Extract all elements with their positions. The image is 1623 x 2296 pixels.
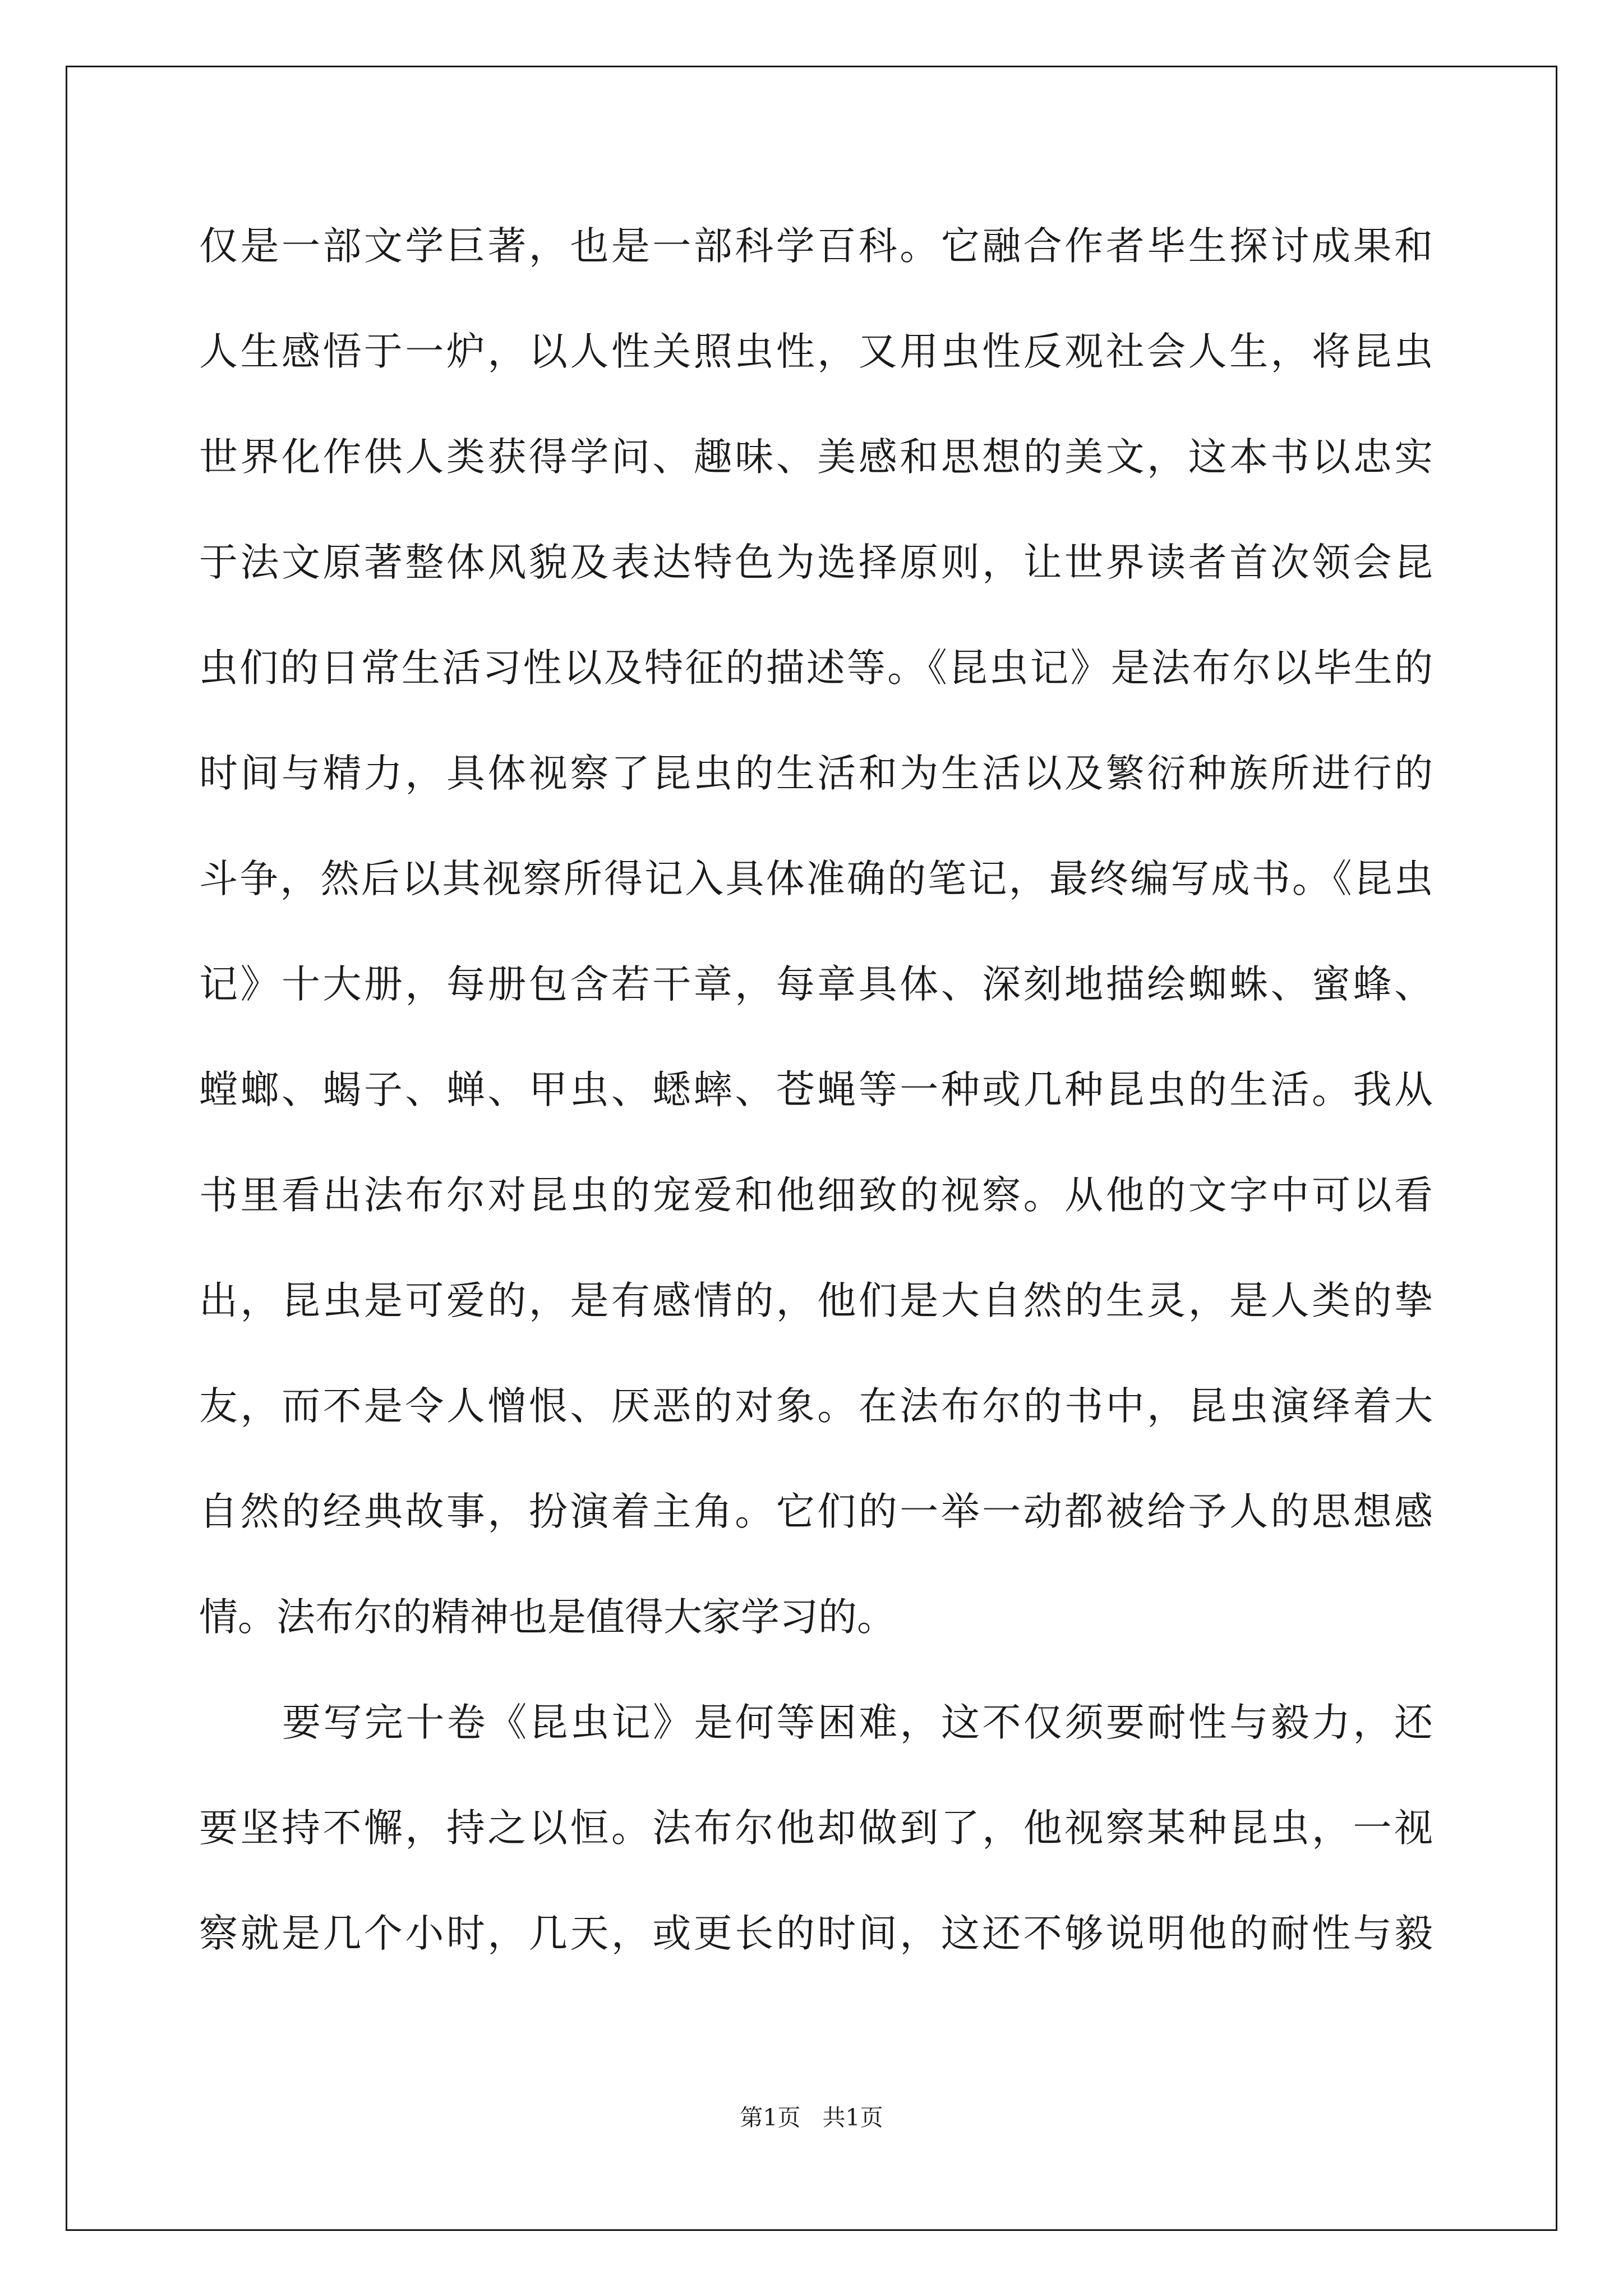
text-line: 察就是几个小时，几天，或更长的时间，这还不够说明他的耐性与毅	[199, 1911, 1433, 1956]
text-line: 情。法布尔的精神也是值得大家学习的。	[199, 1595, 896, 1640]
text-line: 斗争，然后以其视察所得记入具体准确的笔记，最终编写成书。《昆虫	[199, 857, 1433, 901]
text-line: 要写完十卷《昆虫记》是何等困难，这不仅须要耐性与毅力，还	[282, 1700, 1433, 1745]
text-line: 出，昆虫是可爱的，是有感情的，他们是大自然的生灵，是人类的挚	[199, 1278, 1433, 1323]
text-line: 仅是一部文学巨著，也是一部科学百科。它融合作者毕生探讨成果和	[199, 224, 1433, 269]
text-line: 人生感悟于一炉，以人性关照虫性，又用虫性反观社会人生，将昆虫	[199, 329, 1433, 374]
text-line: 时间与精力，具体视察了昆虫的生活和为生活以及繁衍种族所进行的	[199, 751, 1433, 796]
text-line: 书里看出法布尔对昆虫的宠爱和他细致的视察。从他的文字中可以看	[199, 1173, 1433, 1218]
text-line: 自然的经典故事，扮演着主角。它们的一举一动都被给予人的思想感	[199, 1489, 1433, 1534]
text-line: 虫们的日常生活习性以及特征的描述等。《昆虫记》是法布尔以毕生的	[199, 646, 1433, 691]
text-line: 友，而不是令人憎恨、厌恶的对象。在法布尔的书中，昆虫演绎着大	[199, 1384, 1433, 1429]
text-line: 要坚持不懈，持之以恒。法布尔他却做到了，他视察某种昆虫，一视	[199, 1806, 1433, 1851]
page-number-footer: 第1页 共1页	[740, 2104, 883, 2131]
text-line: 螳螂、蝎子、蝉、甲虫、蟋蟀、苍蝇等一种或几种昆虫的生活。我从	[199, 1068, 1433, 1112]
text-line: 记》十大册，每册包含若干章，每章具体、深刻地描绘蜘蛛、蜜蜂、	[199, 962, 1433, 1007]
text-line: 世界化作供人类获得学问、趣味、美感和思想的美文，这本书以忠实	[199, 435, 1433, 480]
text-line: 于法文原著整体风貌及表达特色为选择原则，让世界读者首次领会昆	[199, 540, 1433, 585]
